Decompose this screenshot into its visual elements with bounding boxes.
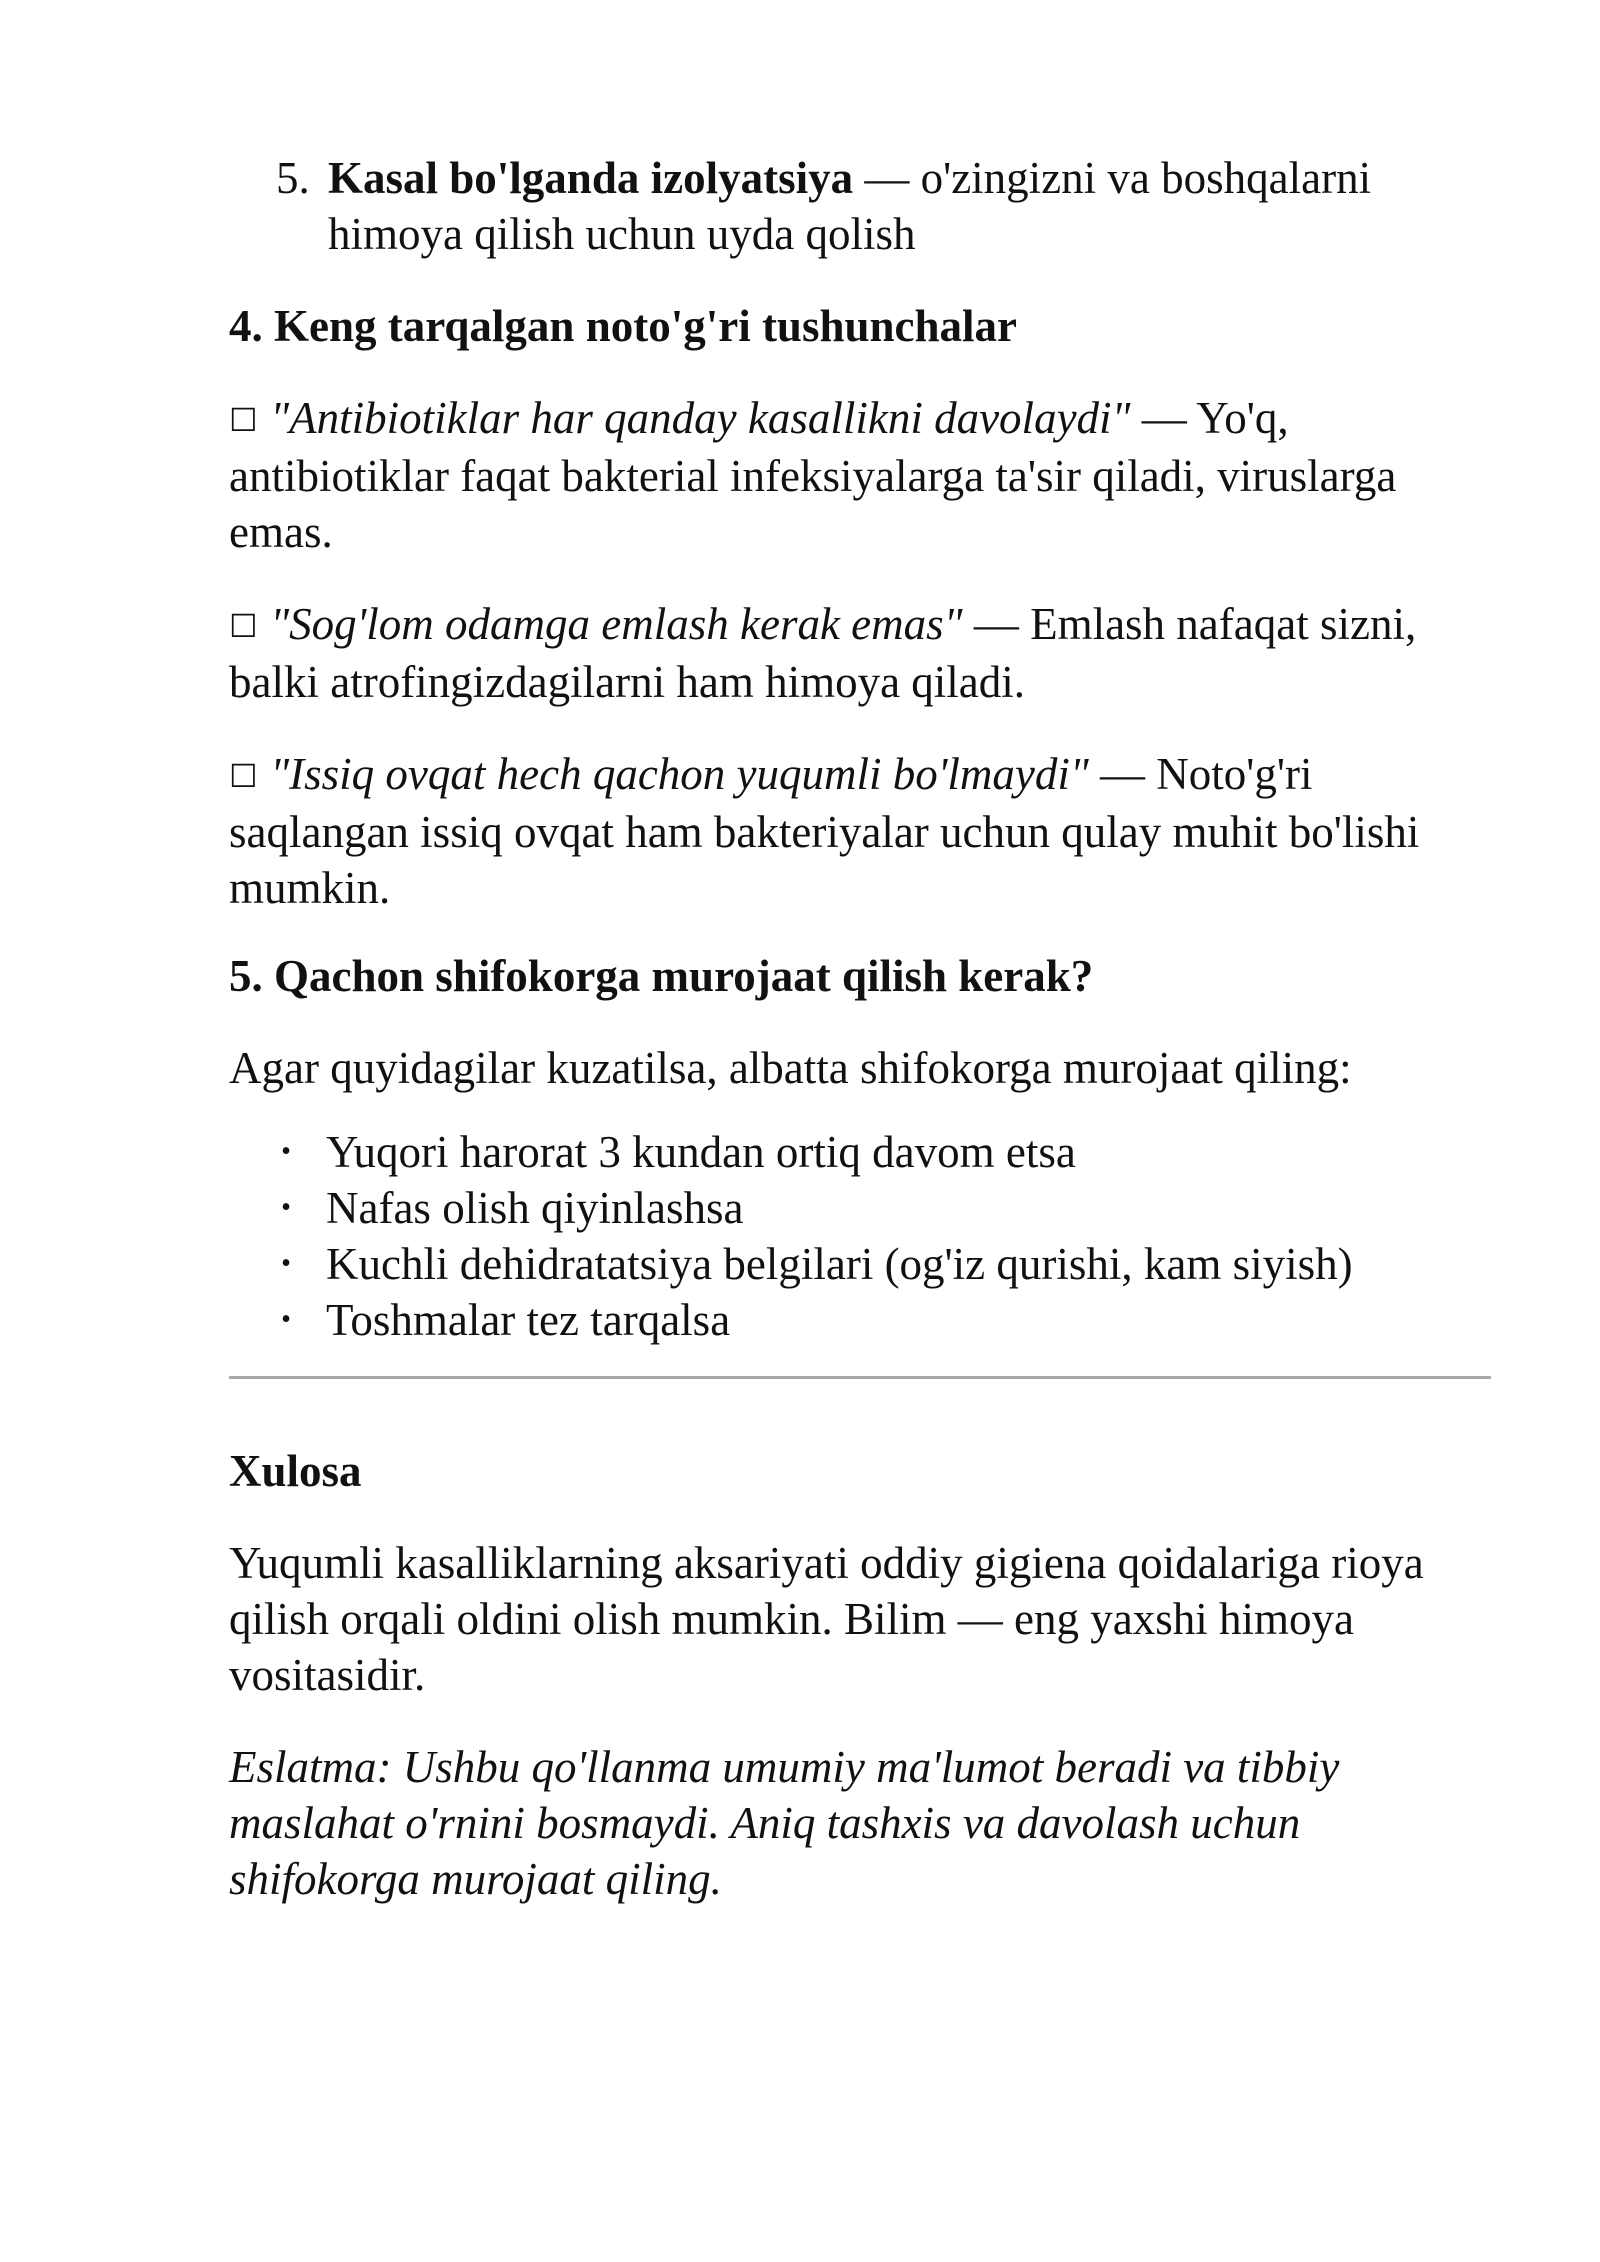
list-item-bold-text: Kasal bo'lganda izolyatsiya [328,153,854,203]
list-item-number: 5. [276,153,310,203]
list-item [229,1124,1491,1180]
numbered-list-item [276,150,1491,262]
myth-answer: — Yo'q, antibiotiklar faqat bakterial infeksiyalarga ta'sir qiladi, viruslarga emas. [229,393,1397,557]
section-heading-when-to-see-doctor: 5. Qachon shifokorga murojaat qilish kerak? [229,951,1094,1001]
missing-glyph-icon: ☐ [229,607,258,645]
myth-paragraph [229,746,1491,916]
list-item-text: Toshmalar tez tarqalsa [326,1295,731,1345]
conclusion-text: Yuqumli kasalliklarning aksariyati oddiy gigiena qoidalariga rioya qilish orqali oldini olish mumkin. Bilim — eng yaxshi himoya vositasidir. [229,1538,1424,1700]
list-item [229,1292,1491,1348]
myth-quote: "Issiq ovqat hech qachon yuqumli bo'lmaydi" [270,749,1089,799]
myth-answer: — Noto'g'ri saqlangan issiq ovqat ham bakteriyalar uchun qulay muhit bo'lishi mumkin. [229,749,1420,913]
myth-paragraph [229,390,1491,560]
bullet-icon: • [281,1248,291,1279]
list-item [229,1236,1491,1292]
bullet-icon: • [281,1136,291,1167]
list-item-text: Nafas olish qiyinlashsa [326,1183,744,1233]
list-item-rest-text: — o'zingizni va boshqalarni himoya qilish uchun uyda qolish [328,153,1372,259]
section-intro: Agar quyidagilar kuzatilsa, albatta shifokorga murojaat qiling: [229,1043,1352,1093]
myth-paragraph [229,596,1491,710]
disclaimer-note: Eslatma: Ushbu qo'llanma umumiy ma'lumot beradi va tibbiy maslahat o'rnini bosmaydi. Aniq tashxis va davolash uchun shifokorga murojaat qiling. [229,1742,1340,1904]
section-heading-conclusion: Xulosa [229,1446,362,1496]
symptom-list [229,1124,1491,1348]
list-item-text [328,150,1491,262]
myth-quote: "Antibiotiklar har qanday kasallikni davolaydi" [270,393,1131,443]
horizontal-divider [229,1376,1491,1379]
bullet-icon: • [281,1192,291,1223]
bullet-icon: • [281,1304,291,1335]
missing-glyph-icon: ☐ [229,401,258,439]
myth-answer: — Emlash nafaqat sizni, balki atrofingizdagilarni ham himoya qiladi. [229,599,1417,707]
document-page [229,150,1491,1943]
missing-glyph-icon: ☐ [229,757,258,795]
myth-quote: "Sog'lom odamga emlash kerak emas" [270,599,963,649]
list-item-text: Kuchli dehidratatsiya belgilari (og'iz qurishi, kam siyish) [326,1239,1353,1289]
section-heading-misconceptions: 4. Keng tarqalgan noto'g'ri tushunchalar [229,301,1018,351]
list-item [229,1180,1491,1236]
list-item-text: Yuqori harorat 3 kundan ortiq davom etsa [326,1127,1076,1177]
